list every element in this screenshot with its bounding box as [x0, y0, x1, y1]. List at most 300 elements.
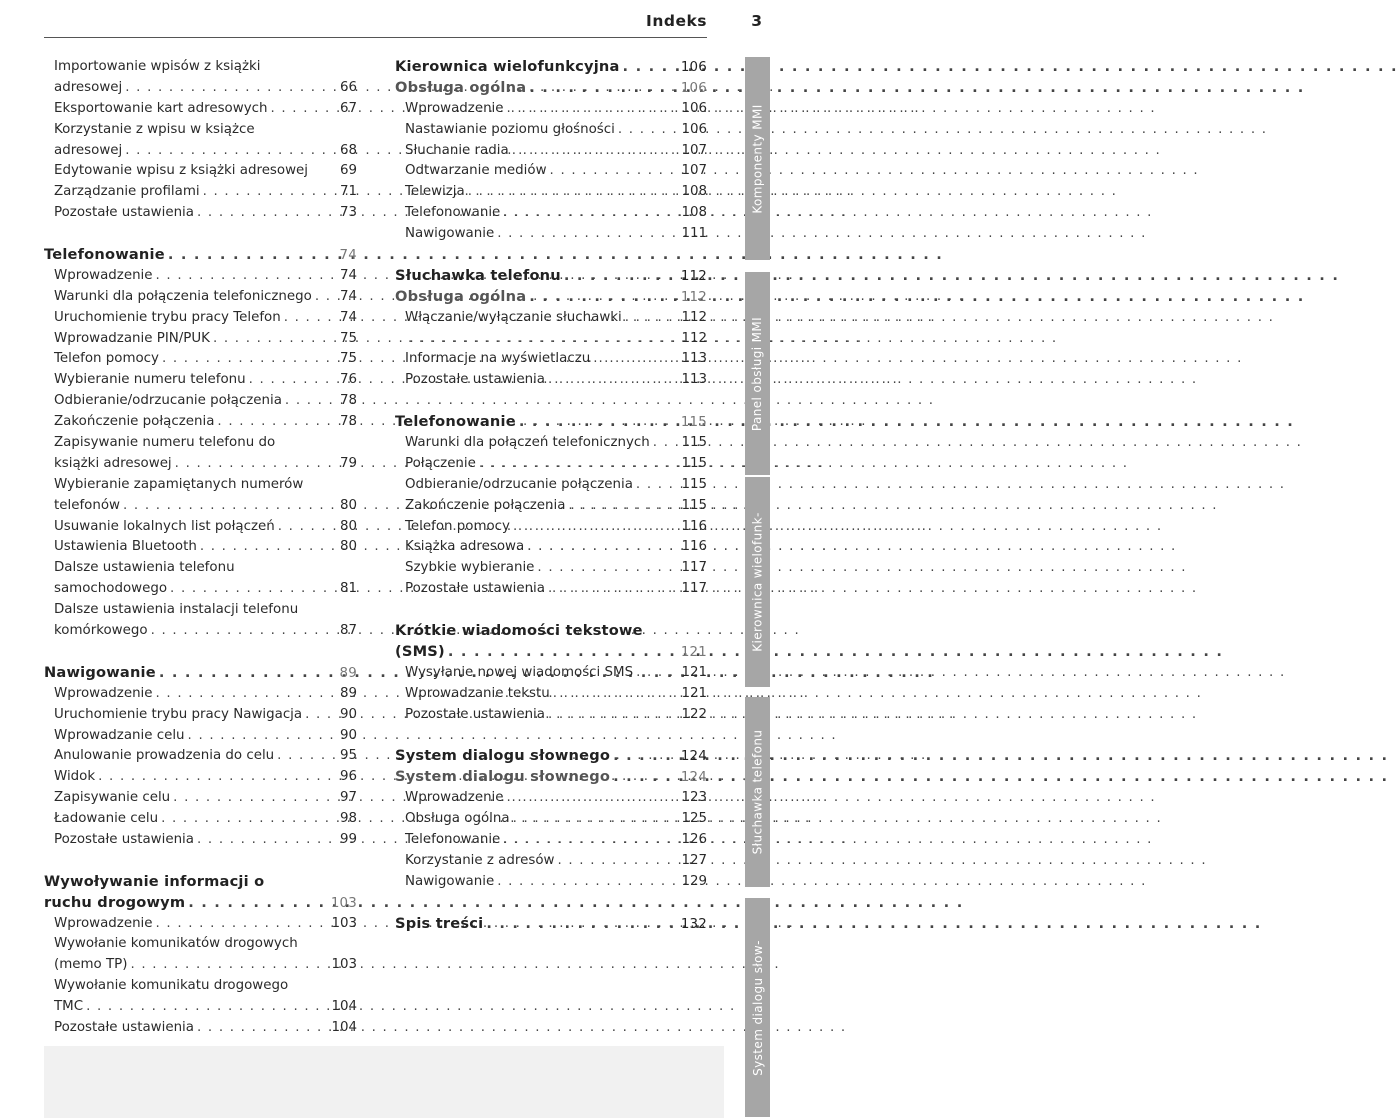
index-entry-text: Informacje na wyświetlaczu: [405, 351, 591, 367]
index-entry: [44, 454, 357, 475]
index-entry-text: Wysyłanie nowej wiadomości SMS: [405, 664, 634, 680]
side-tab[interactable]: [745, 57, 770, 260]
index-page-number: 123: [681, 790, 707, 806]
index-page-number: 115: [681, 476, 707, 492]
index-entry: [44, 78, 357, 99]
index-page-number: 95: [339, 748, 357, 764]
header-title: Indeks: [646, 12, 707, 30]
dot-leader: [622, 308, 677, 329]
side-tab-label: Komponenty MMI: [750, 103, 765, 214]
side-tab[interactable]: [745, 477, 770, 687]
index-entry: [44, 955, 357, 976]
index-page-number: 117: [681, 560, 707, 576]
index-entry: [395, 809, 707, 830]
dot-leader: [214, 412, 327, 433]
index-entry-text: adresowej: [54, 79, 123, 95]
dot-leader: [194, 203, 327, 224]
dot-leader: [282, 391, 327, 412]
page-header: [44, 0, 770, 38]
index-page-number: 115: [681, 497, 707, 513]
index-page-number: 112: [681, 309, 707, 325]
index-entry-text: Obsługa ogólna: [405, 811, 510, 827]
index-page-number: 106: [681, 100, 707, 116]
index-entry: [44, 391, 357, 412]
index-entry-text: Wprowadzenie: [405, 790, 504, 806]
index-entry-text: Odbieranie/odrzucanie połączenia: [54, 393, 282, 409]
index-entry-text: komórkowego: [54, 623, 148, 639]
index-entry-text: książki adresowej: [54, 455, 172, 471]
dot-leader: [510, 809, 677, 830]
dot-leader: [275, 517, 327, 538]
index-entry-text: Korzystanie z adresów: [405, 852, 555, 868]
index-entry-text: Pozostałe ustawienia: [405, 372, 545, 388]
index-page-number: 111: [681, 226, 707, 242]
index-page-number: 106: [680, 60, 707, 75]
index-entry: [395, 579, 707, 600]
index-page-number: 69: [339, 163, 357, 179]
index-entry: [44, 287, 357, 308]
dot-leader: [494, 224, 677, 245]
index-entry-text: Telefon pomocy: [405, 518, 510, 534]
index-page-number: 116: [681, 539, 707, 555]
index-entry-text: Nawigowanie: [44, 663, 156, 681]
index-entry-text: Nawigowanie: [405, 873, 495, 889]
index-page-number: 107: [681, 142, 707, 158]
index-entry-text: Wprowadzanie tekstu: [405, 685, 550, 701]
index-entry-text: Telewizja: [405, 184, 465, 200]
index-page-number: 124: [680, 749, 707, 765]
dot-leader: [246, 370, 327, 391]
dot-leader: [153, 914, 327, 935]
index-page-number: 90: [339, 727, 357, 743]
index-entry: [395, 872, 707, 893]
section-spacer: [395, 726, 707, 747]
index-entry: [395, 161, 707, 182]
dot-leader: [153, 684, 327, 705]
index-entry: [395, 224, 707, 245]
section-spacer: [44, 224, 357, 245]
index-page-number: 71: [339, 184, 357, 200]
index-entry-text: Anulowanie prowadzenia do celu: [54, 748, 275, 764]
index-entry-text: Włączanie/wyłączanie słuchawki: [405, 309, 622, 325]
dot-leader: [281, 308, 327, 329]
index-page-number: 67: [339, 100, 357, 116]
index-page-number: 112: [680, 268, 707, 284]
dot-leader: [633, 663, 677, 684]
section-spacer: [44, 642, 357, 663]
index-entry: [44, 809, 357, 830]
index-page-number: 81: [339, 581, 357, 597]
index-entry: [395, 705, 707, 726]
dot-leader: [445, 642, 677, 663]
index-page-number: 121: [681, 664, 707, 680]
index-page-number: 66: [339, 79, 357, 95]
dot-leader: [534, 558, 677, 579]
index-page-number: 74: [339, 288, 357, 304]
index-section-heading: [395, 914, 707, 935]
index-entry: [44, 141, 357, 162]
index-entry-text: Wywoływanie informacji o: [44, 872, 265, 890]
dot-leader: [302, 705, 327, 726]
dot-leader: [524, 537, 677, 558]
index-entry: [395, 537, 707, 558]
index-page-number: 127: [681, 852, 707, 868]
index-entry-text: (memo TP): [54, 957, 128, 973]
index-entry-text: Odbieranie/odrzucanie połączenia: [405, 476, 633, 492]
index-section-heading: [395, 412, 707, 433]
dot-leader: [650, 433, 677, 454]
index-entry-text: Importowanie wpisów z książki: [54, 59, 261, 74]
section-spacer: [44, 851, 357, 872]
dot-leader: [159, 349, 327, 370]
dot-leader: [167, 579, 327, 600]
index-entry-text: Pozostałe ustawienia: [405, 706, 545, 722]
index-entry-text: Dalsze ustawienia instalacji telefonu: [54, 602, 299, 618]
dot-leader: [210, 329, 327, 350]
index-entry: [395, 203, 707, 224]
index-entry: [395, 496, 707, 517]
index-entry-text: Zarządzanie profilami: [54, 184, 200, 200]
index-page-number: 103: [330, 895, 357, 911]
index-entry: [395, 329, 707, 350]
dot-leader: [312, 287, 327, 308]
dot-leader: [545, 579, 677, 600]
index-entry: [44, 412, 357, 433]
dot-leader: [170, 788, 327, 809]
index-page-number: 68: [339, 142, 357, 158]
index-page-number: 98: [339, 811, 357, 827]
index-entry: [44, 496, 357, 517]
dot-leader: [590, 349, 677, 370]
index-entry-text: adresowej: [54, 142, 123, 158]
dot-leader: [465, 182, 677, 203]
index-entry: [395, 308, 707, 329]
index-section-heading: [395, 57, 707, 78]
dot-leader: [194, 1018, 327, 1039]
index-entry: [44, 705, 357, 726]
index-entry: [44, 830, 357, 851]
index-entry: [44, 99, 357, 120]
index-entry: [44, 997, 357, 1018]
index-entry: [44, 788, 357, 809]
side-tab[interactable]: [745, 272, 770, 475]
index-entry: [44, 537, 357, 558]
index-entry: [395, 120, 707, 141]
index-entry: [395, 663, 707, 684]
index-entry-text: Korzystanie z wpisu w książce: [54, 121, 255, 137]
index-page-number: 115: [681, 435, 707, 451]
index-entry: [44, 370, 357, 391]
index-page-number: 89: [339, 665, 357, 681]
side-tab[interactable]: [745, 898, 770, 1117]
index-entry: [44, 182, 357, 203]
index-section-heading: [44, 893, 357, 914]
index-page-number: 89: [339, 685, 357, 701]
index-entry-text: Telefonowanie: [405, 831, 501, 847]
dot-leader: [267, 99, 327, 120]
index-entry: [395, 141, 707, 162]
index-page-number: 75: [339, 330, 357, 346]
dot-leader: [500, 830, 677, 851]
index-entry-text: Uruchomienie trybu pracy Nawigacja: [54, 706, 303, 722]
index-entry-text: Edytowanie wpisu z książki adresowej: [54, 163, 309, 179]
index-entry-text: Nastawianie poziomu głośności: [405, 121, 615, 137]
dot-leader: [172, 454, 327, 475]
index-entry-text: Warunki dla połączeń telefonicznych: [405, 435, 650, 451]
dot-leader: [615, 120, 677, 141]
index-entry: [44, 934, 357, 955]
index-entry-text: Pozostałe ustawienia: [54, 1019, 194, 1035]
index-page-number: 106: [681, 121, 707, 137]
index-entry-text: Wprowadzanie PIN/PUK: [54, 330, 210, 346]
index-entry-text: telefonów: [54, 497, 120, 513]
index-page-number: 74: [339, 248, 357, 264]
index-page-number: 103: [331, 957, 357, 973]
index-entry-text: Dalsze ustawienia telefonu: [54, 560, 235, 576]
index-entry-text: TMC: [54, 999, 84, 1015]
index-page-number: 97: [339, 790, 357, 806]
dot-leader: [200, 182, 327, 203]
index-page-number: 106: [680, 80, 707, 96]
index-entry-text: Wywołanie komunikatów drogowych: [54, 936, 298, 952]
index-entry: [44, 558, 357, 579]
index-entry: [395, 433, 707, 454]
side-tab-label: Słuchawka telefonu: [750, 729, 765, 855]
index-page-number: 79: [339, 455, 357, 471]
dot-leader: [516, 412, 677, 433]
dot-leader: [504, 99, 677, 120]
side-tab-label: System dialogu słow-: [750, 939, 765, 1076]
footer-band: [44, 1046, 724, 1118]
index-column-left: [44, 57, 357, 1039]
dot-leader: [405, 329, 677, 350]
dot-leader: [185, 726, 327, 747]
dot-leader: [610, 767, 677, 788]
dot-leader: [547, 161, 677, 182]
index-entry-text: Warunki dla połączenia telefonicznego: [54, 288, 312, 304]
dot-leader: [510, 517, 677, 538]
index-section-heading: [44, 245, 357, 266]
index-entry: [44, 329, 357, 350]
index-page-number: 113: [681, 351, 707, 367]
index-entry: [44, 767, 357, 788]
index-entry-text: Słuchanie radia: [405, 142, 509, 158]
dot-leader: [156, 663, 327, 684]
index-entry: [395, 830, 707, 851]
index-entry: [44, 266, 357, 287]
index-entry-text: Spis treści: [395, 914, 484, 932]
index-section-heading: [395, 642, 707, 663]
section-spacer: [395, 893, 707, 914]
index-entry: [44, 621, 357, 642]
index-column-right: [395, 57, 707, 934]
dot-leader: [526, 78, 677, 99]
index-entry-text: Kierownica wielofunkcyjna: [395, 58, 620, 75]
index-page-number: 116: [681, 518, 707, 534]
index-section-heading: [395, 266, 707, 287]
index-entry: [44, 517, 357, 538]
index-entry-text: Wywołanie komunikatu drogowego: [54, 978, 289, 994]
index-entry: [44, 203, 357, 224]
dot-leader: [165, 245, 327, 266]
index-entry-text: Widok: [54, 769, 96, 785]
dot-leader: [153, 266, 327, 287]
index-entry-text: Nawigowanie: [405, 226, 495, 242]
index-entry-text: Obsługa ogólna: [395, 287, 527, 305]
index-page-number: 104: [331, 999, 357, 1015]
dot-leader: [197, 537, 327, 558]
index-entry: [395, 517, 707, 538]
index-entry: [44, 120, 357, 141]
index-page-number: 80: [339, 497, 357, 513]
index-entry: [44, 161, 357, 182]
index-entry-text: samochodowego: [54, 581, 168, 597]
header-page-number: 3: [751, 12, 762, 30]
index-entry-text: Usuwanie lokalnych list połączeń: [54, 518, 275, 534]
dot-leader: [550, 684, 677, 705]
index-entry: [395, 454, 707, 475]
index-entry-text: Zapisywanie celu: [54, 790, 171, 806]
index-entry-text: Ładowanie celu: [54, 811, 159, 827]
index-page-number: 108: [681, 205, 707, 221]
index-entry-text: Obsługa ogólna: [395, 78, 527, 96]
index-page-number: 96: [339, 769, 357, 785]
index-entry-text: Telefonowanie: [395, 413, 516, 431]
index-entry: [44, 746, 357, 767]
index-page-number: 76: [339, 372, 357, 388]
index-entry-text: Ustawienia Bluetooth: [54, 539, 197, 555]
index-entry-text: Wybieranie zapamiętanych numerów: [54, 476, 304, 492]
index-entry-text: Pozostałe ustawienia: [405, 581, 545, 597]
index-entry-text: Pozostałe ustawienia: [54, 205, 194, 221]
index-page-number: 90: [339, 706, 357, 722]
dot-leader: [545, 370, 677, 391]
side-tab[interactable]: [745, 697, 770, 887]
index-entry: [44, 57, 357, 78]
dot-leader: [504, 788, 677, 809]
dot-leader: [148, 621, 327, 642]
index-entry: [44, 684, 357, 705]
dot-leader: [545, 705, 677, 726]
index-entry: [395, 99, 707, 120]
dot-leader: [561, 266, 677, 287]
index-entry-text: Zapisywanie numeru telefonu do: [54, 435, 276, 451]
index-page-number: 87: [339, 623, 357, 639]
index-entry-text: Połączenie: [405, 455, 476, 471]
index-section-heading: [395, 746, 707, 767]
index-page-number: 103: [331, 915, 357, 931]
index-entry-text: Wprowadzenie: [405, 100, 504, 116]
dot-leader: [494, 872, 677, 893]
dot-leader: [554, 851, 677, 872]
index-entry-text: (SMS): [395, 642, 445, 660]
index-entry-text: Wprowadzenie: [54, 915, 153, 931]
index-page-number: 75: [339, 351, 357, 367]
index-entry: [44, 308, 357, 329]
index-entry-text: ruchu drogowym: [44, 893, 186, 911]
dot-leader: [620, 57, 677, 78]
index-entry-text: System dialogu słownego: [395, 768, 611, 786]
index-entry: [44, 475, 357, 496]
index-entry-text: Telefonowanie: [44, 246, 165, 264]
section-spacer: [395, 245, 707, 266]
index-page-number: 129: [681, 873, 707, 889]
index-page-number: 121: [680, 644, 707, 660]
dot-leader: [565, 496, 677, 517]
index-entry-text: Telefon pomocy: [54, 351, 159, 367]
index-page-number: 104: [331, 1019, 357, 1035]
dot-leader: [83, 997, 327, 1018]
side-tab-label: Kierownica wielofunk-: [750, 512, 765, 652]
index-entry: [44, 433, 357, 454]
index-entry: [44, 1018, 357, 1039]
header-divider: [44, 37, 707, 38]
index-entry: [44, 600, 357, 621]
index-page-number: 122: [681, 706, 707, 722]
dot-leader: [274, 746, 327, 767]
index-entry: [395, 788, 707, 809]
index-page-number: 107: [681, 163, 707, 179]
index-page-number: 80: [339, 518, 357, 534]
index-section-heading: [395, 767, 707, 788]
index-entry-text: Uruchomienie trybu pracy Telefon: [54, 309, 281, 325]
index-page-number: 78: [339, 414, 357, 430]
index-entry-text: Wybieranie numeru telefonu: [54, 372, 246, 388]
index-entry: [44, 914, 357, 935]
dot-leader: [158, 809, 327, 830]
index-entry-text: Zakończenie połączenia: [54, 414, 215, 430]
index-page-number: 73: [339, 205, 357, 221]
index-section-heading: [44, 872, 357, 893]
index-page-number: 108: [681, 184, 707, 200]
index-page-number: 126: [681, 831, 707, 847]
dot-leader: [120, 496, 327, 517]
section-spacer: [395, 600, 707, 621]
side-tab-label: Panel obsługi MMI: [750, 316, 765, 431]
index-entry: [44, 726, 357, 747]
index-entry-text: Szybkie wybieranie: [405, 560, 535, 576]
index-entry-text: System dialogu słownego: [395, 747, 611, 765]
index-entry-text: Odtwarzanie mediów: [405, 163, 547, 179]
index-section-heading: [395, 287, 707, 308]
index-page-number: 113: [681, 372, 707, 388]
index-page-number: 125: [681, 811, 707, 827]
index-page-number: 121: [681, 685, 707, 701]
section-spacer: [395, 391, 707, 412]
dot-leader: [526, 287, 677, 308]
dot-leader: [633, 475, 677, 496]
index-entry-text: Słuchawka telefonu: [395, 266, 561, 284]
dot-leader: [509, 141, 677, 162]
index-page-number: 80: [339, 539, 357, 555]
dot-leader: [483, 914, 677, 935]
index-entry: [395, 851, 707, 872]
dot-leader: [185, 893, 327, 914]
dot-leader: [95, 767, 327, 788]
index-entry-text: Telefonowanie: [405, 205, 501, 221]
index-entry: [395, 475, 707, 496]
dot-leader: [194, 830, 327, 851]
index-entry: [395, 182, 707, 203]
index-section-heading: [395, 78, 707, 99]
dot-leader: [610, 746, 677, 767]
index-entry-text: Wprowadzanie celu: [54, 727, 185, 743]
index-entry-text: Eksportowanie kart adresowych: [54, 100, 268, 116]
index-entry: [44, 976, 357, 997]
index-page-number: 117: [681, 581, 707, 597]
index-page-number: 74: [339, 267, 357, 283]
index-entry-text: Wprowadzenie: [54, 685, 153, 701]
